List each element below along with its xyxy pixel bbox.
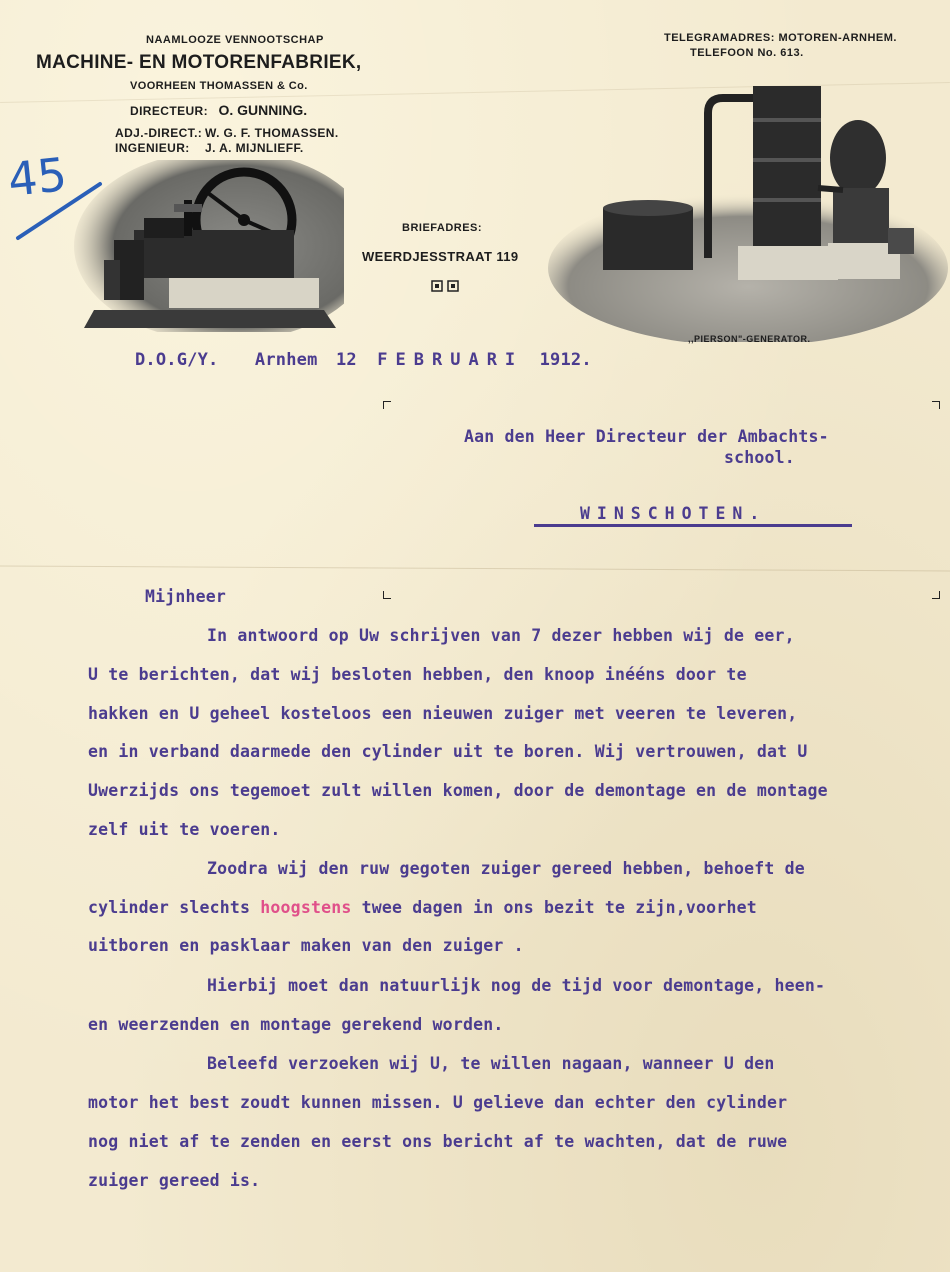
telephone-number: TELEFOON No. 613. xyxy=(690,47,804,59)
company-name: MACHINE- EN MOTORENFABRIEK, xyxy=(36,52,362,73)
city: Arnhem xyxy=(254,350,318,370)
gas-engine-illustration xyxy=(74,160,344,332)
paragraph-line: Beleefd verzoeken wij U, te willen nagaan, wanneer U den xyxy=(207,1054,775,1073)
handwritten-number: 45 xyxy=(5,147,70,207)
director-label: DIRECTEUR: xyxy=(130,104,208,118)
date-line xyxy=(135,350,592,370)
paragraph-line: Uwerzijds ons tegemoet zult willen komen, door de demontage en de montage xyxy=(88,781,828,800)
month: FEBRUARI xyxy=(377,350,524,370)
text-run: twee dagen in ons bezit te zijn,voorhet xyxy=(351,898,757,917)
paragraph-line: motor het best zoudt kunnen missen. U gelieve dan echter den cylinder xyxy=(88,1093,788,1112)
paragraph-line: nog niet af te zenden en eerst ons bericht af te wachten, dat de ruwe xyxy=(88,1132,788,1151)
city-underline xyxy=(534,524,852,527)
recipient-city: WINSCHOTEN. xyxy=(580,504,767,523)
window-corner xyxy=(383,401,391,409)
recipient-line-2: school. xyxy=(724,448,795,467)
engineer-label: INGENIEUR: xyxy=(115,141,190,155)
reference-code: D.O.G/Y. xyxy=(135,350,219,370)
paragraph-line: uitboren en pasklaar maken van den zuiger . xyxy=(88,936,524,955)
engineer-name: J. A. MIJNLIEFF. xyxy=(205,141,304,155)
adj-name: W. G. F. THOMASSEN. xyxy=(205,126,339,140)
ornament-icon xyxy=(431,280,461,292)
paragraph-line: Zoodra wij den ruw gegoten zuiger gereed hebben, behoeft de xyxy=(207,859,805,878)
paragraph-line: en in verband daarmede den cylinder uit te boren. Wij vertrouwen, dat U xyxy=(88,742,808,761)
adj-label: ADJ.-DIRECT.: xyxy=(115,126,203,140)
paper-fold xyxy=(0,566,950,572)
former-name: VOORHEEN THOMASSEN & Co. xyxy=(130,80,308,92)
window-corner xyxy=(383,591,391,599)
window-corner xyxy=(932,591,940,599)
red-highlight-word: hoogstens xyxy=(260,898,352,917)
director-name: O. GUNNING. xyxy=(218,102,308,118)
paragraph-line xyxy=(88,898,757,917)
telegram-address: TELEGRAMADRES: MOTOREN-ARNHEM. xyxy=(664,32,897,44)
paragraph-line: U te berichten, dat wij besloten hebben, den knoop inééns door te xyxy=(88,665,747,684)
paragraph-line: en weerzenden en montage gerekend worden. xyxy=(88,1015,504,1034)
paragraph-line: Hierbij moet dan natuurlijk nog de tijd voor demontage, heen- xyxy=(207,976,826,995)
director-line xyxy=(130,102,307,120)
window-corner xyxy=(932,401,940,409)
paragraph-line: In antwoord op Uw schrijven van 7 dezer hebben wij de eer, xyxy=(207,626,795,645)
recipient-line-1: Aan den Heer Directeur der Ambachts- xyxy=(464,427,829,446)
pencil-stroke-icon xyxy=(14,176,104,246)
paragraph-line: zelf uit te voeren. xyxy=(88,820,281,839)
day: 12 xyxy=(335,350,357,370)
paragraph-line: hakken en U geheel kosteloos een nieuwen zuiger met veeren te leveren, xyxy=(88,704,798,723)
address-label: BRIEFADRES: xyxy=(402,222,483,234)
pierson-generator-illustration xyxy=(548,78,948,342)
generator-caption: ,,PIERSON"-GENERATOR. xyxy=(688,334,811,344)
salutation: Mijnheer xyxy=(145,587,227,606)
company-type: NAAMLOOZE VENNOOTSCHAP xyxy=(146,34,324,46)
street-address: WEERDJESSTRAAT 119 xyxy=(362,249,519,264)
text-run: cylinder slechts xyxy=(88,898,261,917)
paragraph-line: zuiger gereed is. xyxy=(88,1171,261,1190)
year: 1912. xyxy=(539,350,592,370)
